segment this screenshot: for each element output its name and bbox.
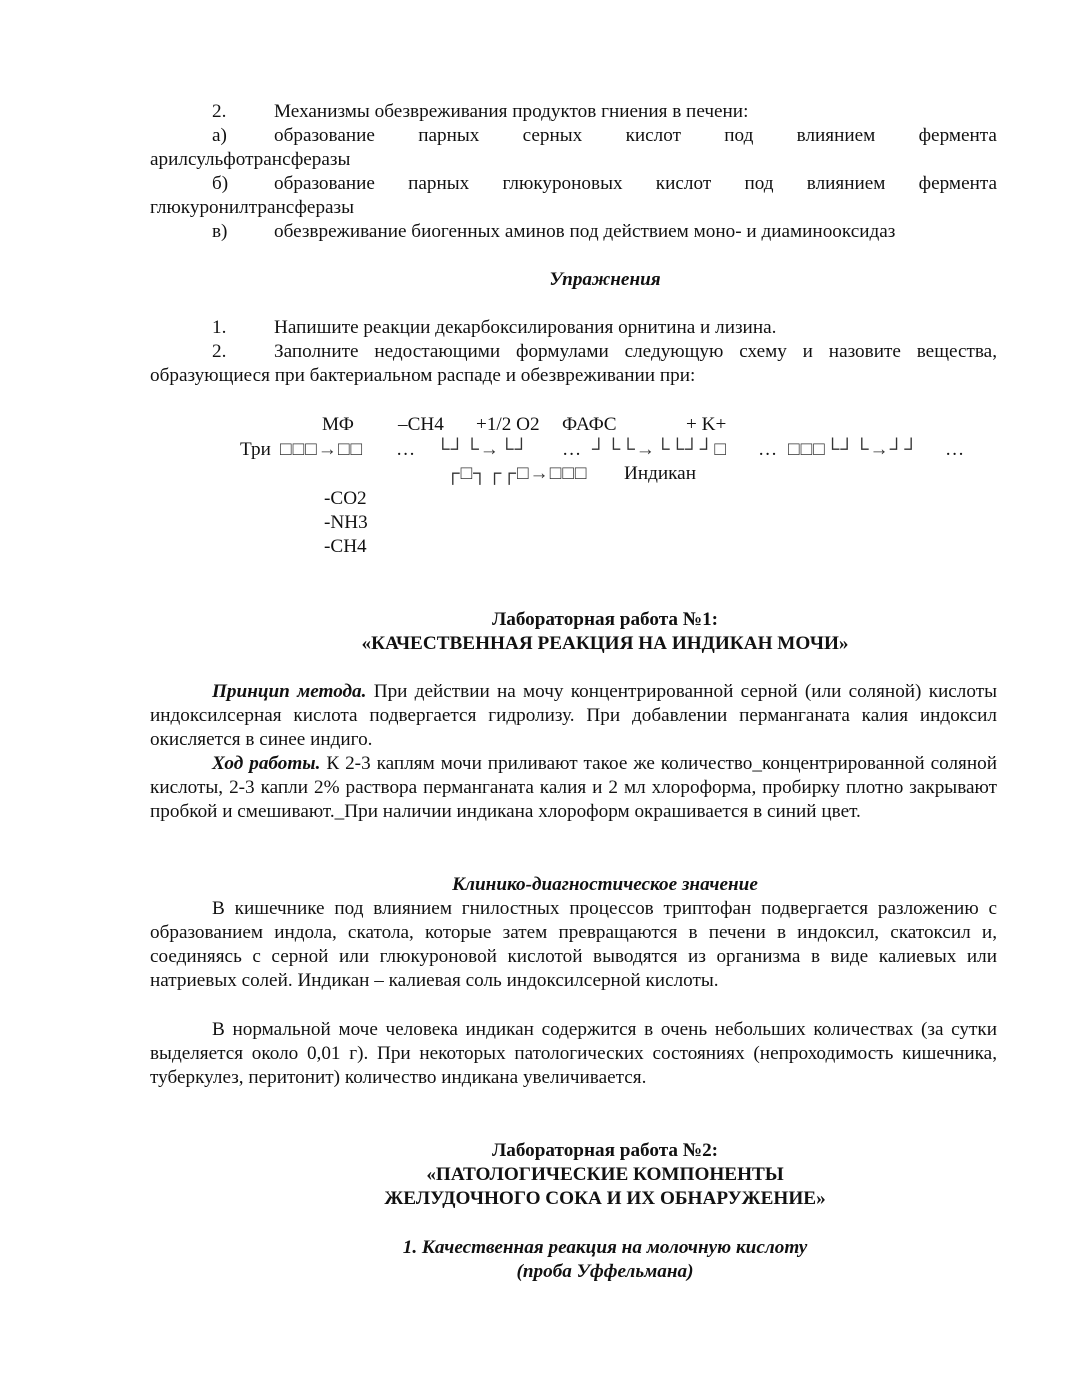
lab1-principle-text: При действии на мочу концентрированной серной (или соляной) кислоты индоксилсерная кислота подвергается гидролизу. При добавлении перманганата калия индоксил окисляется в синее индиго. [150, 681, 997, 750]
lab1-title-line1: Лабораторная работа №1: [491, 609, 719, 630]
lab1-procedure-text: К 2-3 каплям мочи приливают такое же количество_концентрированной соляной кислоты, 2-3 капли 2% раствора перманганата калия и 2 мл хлороформа, пробирку плотно закрывают пробкой и смешивают._При наличии индикана хлороформ окрашивается в синий цвет. [150, 753, 997, 822]
lab2-subheading-line2: (проба Уффельмана) [516, 1261, 694, 1282]
lab1-clinical-paragraph-1: В кишечнике под влиянием гнилостных процессов триптофан подвергается разложению с образованием индола, скатола, которые затем превращаются в печени в индоксил, скатоксил и, соединяясь с серной или глюкуроновой кислотой выводятся из организма в виде калиевых или натриевых солей. Индикан – калиевая соль индоксилсерной кислоты. [150, 898, 997, 991]
mechanism-item-a-letter: а) [212, 125, 227, 146]
lab1-clinical-heading: Клинико-диагностическое значение [452, 874, 758, 895]
lab2-subheading-line1: 1. Качественная реакция на молочную кислоту [402, 1237, 808, 1258]
mechanism-item-c-letter: в) [212, 221, 228, 242]
scheme-label-minus-ch4: –CH4 [398, 414, 444, 435]
lab1-procedure-label: Ход работы. [212, 753, 321, 774]
mechanisms-number: 2. [212, 101, 227, 122]
scheme-label-plus-k: + K+ [686, 414, 727, 435]
lab1-clinical-paragraph-2: В нормальной моче человека индикан содержится в очень небольших количествах (за сутки выделяется около 0,01 г). При некоторых патологических состояниях (непроходимость кишечника, туберкулез, перитонит) количество индикана увеличивается. [150, 1019, 997, 1088]
lab2-title-line3: ЖЕЛУДОЧНОГО СОКА И ИХ ОБНАРУЖЕНИЕ» [384, 1188, 826, 1209]
scheme-label-half-o2: +1/2 O2 [476, 414, 540, 435]
mechanism-item-b-words: образование парных глюкуроновых кислот под влиянием фермента [274, 173, 997, 194]
scheme-start-label: Три [240, 439, 271, 460]
mechanism-item-b-continuation: глюкуронилтрансферазы [150, 197, 355, 218]
lab1-principle-label: Принцип метода. [212, 681, 367, 702]
scheme-label-mf: МФ [322, 414, 354, 435]
document-page: 2. Механизмы обезвреживания продуктов гниения в печени: а) образование парных серных кислот под влиянием фермента арилсульфотрансферазы б) образование парных глюкуроновых кислот под влиянием фермента глюкуронилтрансферазы в) обезвреживание биогенных аминов под действием моно- и диаминооксидаз Упражнения 1. Напишите реакции декарбоксилирования орнитина и лизина. 2. Заполните недостающими формулами следующую схему и назовите вещества, образующиеся при бактериальном распаде и обезвреживании при: МФ –CH4 +1/2 O2 ФАФС + K+ Три □□□→□□ … └┘└→└┘ … ┘└└→└└┘┘□ … □□□└┘└→┘┘ … ┌□┐┌┌□→□□□ Индикан -CO2 -NH3 -CH4 Лабораторная работа №1: «КАЧЕСТВЕННАЯ РЕАКЦИЯ НА ИНДИКАН МОЧИ» Принцип метода. При действии на мочу концентрированной серной (или соляной) кислоты индоксилсерная кислота подвергается гидролизу. При добавлении перманганата калия индоксил окисляется в синее индиго. Ход работы. К 2-3 каплям мочи приливают такое же количество_концентрированной соляной кислоты, 2-3 капли 2% раствора перманганата калия и 2 мл хлороформа, пробирку плотно закрывают пробкой и смешивают._При наличии индикана хлороформ окрашивается в синий цвет. Клинико-диагностическое значение В кишечнике под влиянием гнилостных процессов триптофан подвергается разложению с образованием индола, скатола, которые затем превращаются в печени в индоксил, скатоксил и, соединяясь с серной или глюкуроновой кислотой выводятся из организма в виде калиевых или натриевых солей. Индикан – калиевая соль индоксилсерной кислоты. В нормальной моче человека индикан содержится в очень небольших количествах (за сутки выделяется около 0,01 г). При некоторых патологических состояниях (непроходимость кишечника, туберкулез, перитонит) количество индикана увеличивается. Лабораторная работа №2: «ПАТОЛОГИЧЕСКИЕ КОМПОНЕНТЫ ЖЕЛУДОЧНОГО СОКА И ИХ ОБНАРУЖЕНИЕ» 1. Качественная реакция на молочную кислоту (проба Уффельмана) [0, 0, 1071, 1386]
mechanism-item-a-words: образование парных серных кислот под влиянием фермента [274, 125, 997, 146]
scheme-placeholder-1: □□□→□□ [280, 439, 364, 460]
scheme-side-ch4: -CH4 [324, 536, 367, 557]
lab1-procedure-paragraph [150, 752, 997, 824]
mechanism-item-b [150, 172, 997, 220]
lab1-principle-paragraph [150, 680, 997, 752]
lab2-title-line1: Лабораторная работа №2: [491, 1140, 719, 1161]
scheme-placeholder-2: └┘└→└┘ [436, 439, 530, 460]
mechanism-item-c-text: обезвреживание биогенных аминов под действием моно- и диаминооксидаз [274, 221, 896, 242]
scheme-placeholder-5: ┌□┐┌┌□→□□□ [446, 463, 588, 484]
mechanism-item-b-letter: б) [212, 173, 229, 194]
scheme-product-indican: Индикан [624, 463, 696, 484]
scheme-side-co2: -CO2 [324, 488, 367, 509]
scheme-label-fafs: ФАФС [562, 414, 617, 435]
mechanism-item-a-continuation: арилсульфотрансферазы [150, 149, 351, 170]
scheme-placeholder-4: □□□└┘└→┘┘ [788, 439, 919, 460]
exercises-heading: Упражнения [549, 269, 661, 290]
lab1-title-line2: «КАЧЕСТВЕННАЯ РЕАКЦИЯ НА ИНДИКАН МОЧИ» [361, 633, 849, 654]
mechanism-item-a [150, 124, 997, 172]
lab2-title-line2: «ПАТОЛОГИЧЕСКИЕ КОМПОНЕНТЫ [426, 1164, 784, 1185]
scheme-side-nh3: -NH3 [324, 512, 368, 533]
exercise-item-2-text: Заполните недостающими формулами следующую схему и назовите вещества, образующиеся при бактериальном распаде и обезвреживании при: [150, 341, 997, 386]
scheme-placeholder-3: ┘└└→└└┘┘□ [592, 439, 727, 460]
exercise-item-1-text: Напишите реакции декарбоксилирования орнитина и лизина. [274, 317, 777, 338]
mechanisms-title: Механизмы обезвреживания продуктов гниения в печени: [274, 101, 749, 122]
